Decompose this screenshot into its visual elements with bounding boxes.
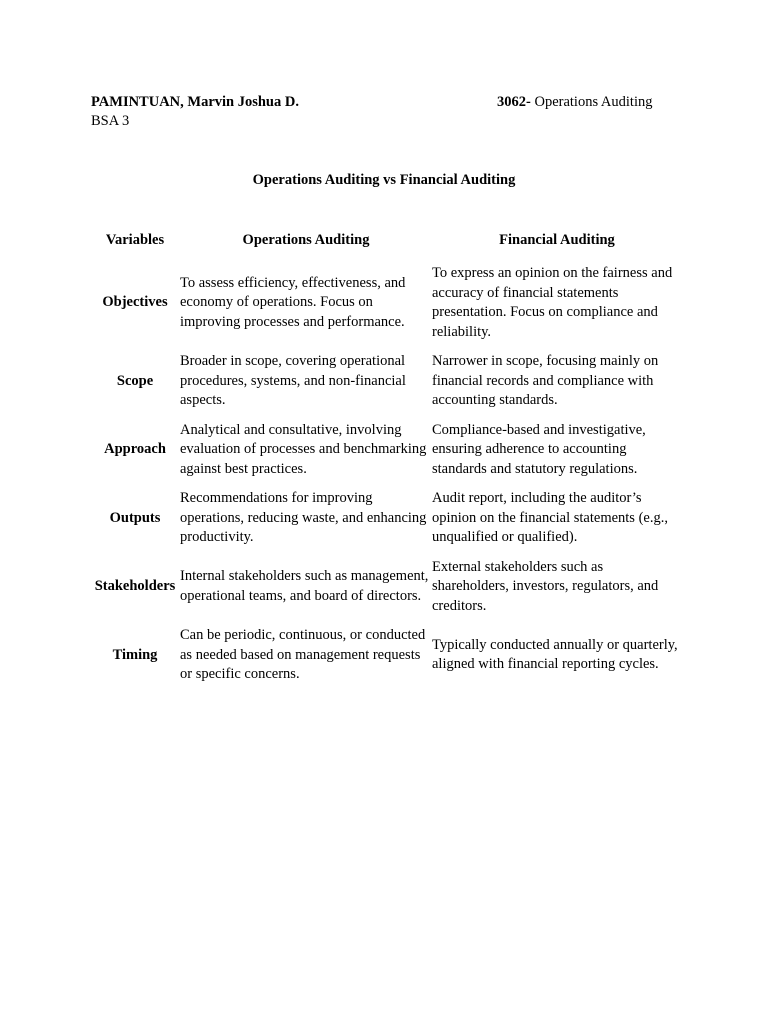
column-header-operations: Operations Auditing [242, 232, 370, 248]
document-title: Operations Auditing vs Financial Auditing [252, 172, 516, 188]
financial-cell: To express an opinion on the fairness and accuracy of financial statements presentation. Focus on compliance and reliability. [432, 265, 673, 340]
financial-cell: Audit report, including the auditor’s opinion on the financial statements (e.g., unqualified or qualified). [432, 490, 668, 545]
course-code: 3062- [497, 94, 531, 110]
student-program: BSA 3 [91, 113, 130, 129]
course-info [497, 93, 652, 112]
student-name: PAMINTUAN, Marvin Joshua D. [91, 94, 299, 110]
financial-cell: External stakeholders such as shareholders, investors, regulators, and creditors. [432, 558, 659, 614]
column-header-financial: Financial Auditing [499, 232, 615, 248]
table-row [90, 621, 682, 690]
table-row [90, 553, 682, 622]
table-row [90, 416, 682, 485]
operations-cell: Internal stakeholders such as management, operational teams, and board of directors. [180, 568, 429, 604]
table-row [90, 347, 682, 416]
operations-cell: Can be periodic, continuous, or conducted as needed based on management requests or specific concerns. [180, 627, 426, 682]
operations-cell: Recommendations for improving operations, reducing waste, and enhancing productivity. [180, 490, 427, 545]
row-variable: Approach [104, 441, 166, 457]
column-header-variables: Variables [105, 232, 165, 248]
course-name: Operations Auditing [530, 94, 653, 110]
financial-cell: Typically conducted annually or quarterly, aligned with financial reporting cycles. [432, 636, 678, 673]
operations-cell: To assess efficiency, effectiveness, and economy of operations. Focus on improving processes and performance. [180, 274, 406, 330]
financial-cell: Narrower in scope, focusing mainly on financial records and compliance with accounting standards. [432, 353, 659, 408]
student-info [91, 93, 299, 131]
row-variable: Outputs [109, 509, 161, 526]
table-row [90, 484, 682, 553]
row-variable: Timing [112, 646, 158, 663]
row-variable: Scope [116, 372, 154, 389]
comparison-table [90, 228, 682, 690]
row-variable: Objectives [102, 294, 168, 311]
financial-cell: Compliance-based and investigative, ensuring adherence to accounting standards and statutory regulations. [432, 421, 646, 477]
operations-cell: Broader in scope, covering operational procedures, systems, and non-financial aspects. [180, 353, 406, 408]
table-header-row [90, 228, 682, 257]
row-variable: Stakeholders [94, 578, 176, 594]
table-row [90, 257, 682, 347]
operations-cell: Analytical and consultative, involving evaluation of processes and benchmarking against best practices. [180, 421, 427, 477]
